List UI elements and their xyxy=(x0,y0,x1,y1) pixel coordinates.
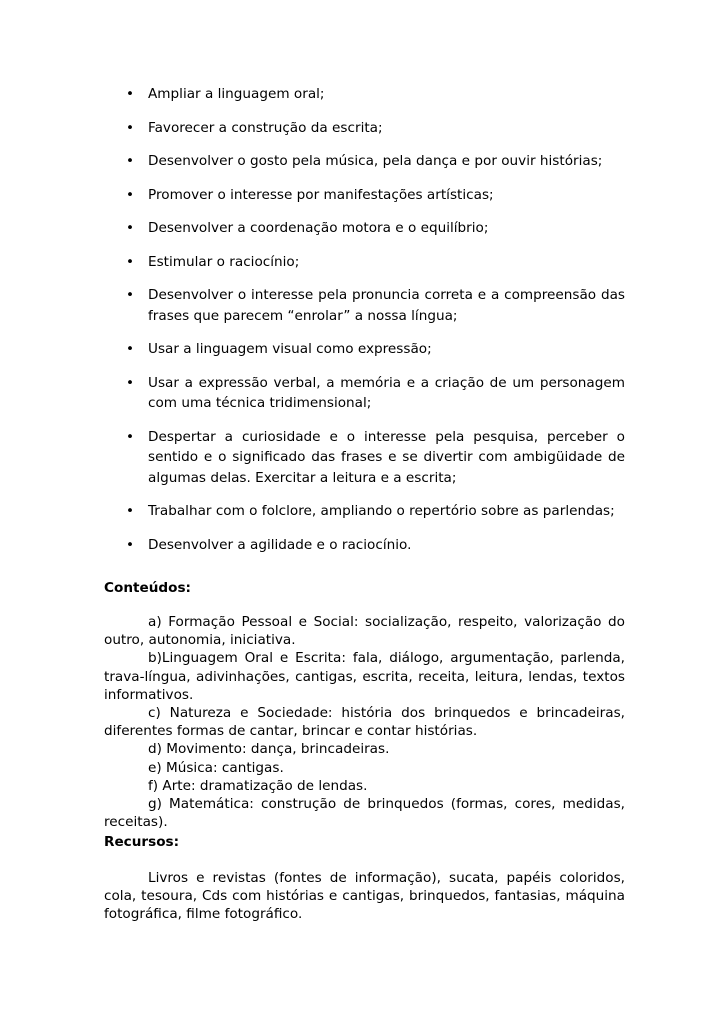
bullet-icon: • xyxy=(126,86,135,102)
recursos-heading: Recursos: xyxy=(104,834,180,850)
recursos-paragraph: Livros e revistas (fontes de informação), sucata, papéis coloridos, cola, tesoura, Cds com histórias e cantigas, brinquedos, fantasias, máquina fotográfica, filme fotográfico. xyxy=(104,870,625,923)
objective-item: • Usar a expressão verbal, a memória e a criação de um personagem com uma técnica tridimensional; xyxy=(126,374,625,411)
objective-item: • Promover o interesse por manifestações artísticas; xyxy=(148,185,625,206)
objective-item: • Despertar a curiosidade e o interesse pela pesquisa, perceber o sentido e o significado das frases e se divertir com ambigüidade de algumas delas. Exercitar a leitura e a escrita; xyxy=(126,428,625,486)
conteudo-item: e) Música: cantigas. xyxy=(148,759,284,776)
bullet-icon: • xyxy=(126,341,135,357)
bullet-icon: • xyxy=(126,153,135,169)
bullet-icon: • xyxy=(126,186,135,203)
bullet-icon: • xyxy=(126,374,135,391)
bullet-icon: • xyxy=(126,287,135,303)
conteudos-heading: Conteúdos: xyxy=(104,580,191,596)
objective-item: • Ampliar a linguagem oral; xyxy=(148,84,625,105)
objective-item: • Desenvolver a coordenação motora e o equilíbrio; xyxy=(148,218,625,239)
objective-item: • Desenvolver o gosto pela música, pela dança e por ouvir histórias; xyxy=(148,151,625,172)
conteudo-item: a) Formação Pessoal e Social: socialização, respeito, valorização do outro, autonomia, iniciativa. xyxy=(104,614,625,649)
objectives-list xyxy=(0,84,728,568)
conteudo-item: g) Matemática: construção de brinquedos (formas, cores, medidas, receitas). xyxy=(104,796,625,831)
bullet-icon: • xyxy=(126,220,135,236)
bullet-icon: • xyxy=(126,503,135,519)
objective-item: • Usar a linguagem visual como expressão; xyxy=(148,339,625,360)
bullet-icon: • xyxy=(126,428,135,445)
bullet-icon: • xyxy=(126,536,135,553)
objective-item: • Estimular o raciocínio; xyxy=(148,252,625,273)
conteudos-list xyxy=(104,613,625,831)
conteudo-item: d) Movimento: dança, brincadeiras. xyxy=(148,741,390,758)
objective-item: • Desenvolver a agilidade e o raciocínio. xyxy=(148,535,625,556)
objective-item: • Desenvolver o interesse pela pronuncia correta e a compreensão das frases que parecem “enrolar” a nossa língua; xyxy=(126,287,625,324)
conteudo-item: c) Natureza e Sociedade: história dos brinquedos e brincadeiras, diferentes formas de cantar, brincar e contar histórias. xyxy=(104,705,625,740)
recursos-text xyxy=(104,869,625,924)
objective-item: • Trabalhar com o folclore, ampliando o repertório sobre as parlendas; xyxy=(148,501,625,522)
conteudo-item: b)Linguagem Oral e Escrita: fala, diálogo, argumentação, parlenda, trava-língua, adivinhações, cantigas, escrita, receita, leitura, lendas, textos informativos. xyxy=(104,650,625,703)
objective-item: • Favorecer a construção da escrita; xyxy=(148,118,625,139)
bullet-icon: • xyxy=(126,253,135,270)
conteudo-item: f) Arte: dramatização de lendas. xyxy=(148,777,368,794)
bullet-icon: • xyxy=(126,119,135,136)
